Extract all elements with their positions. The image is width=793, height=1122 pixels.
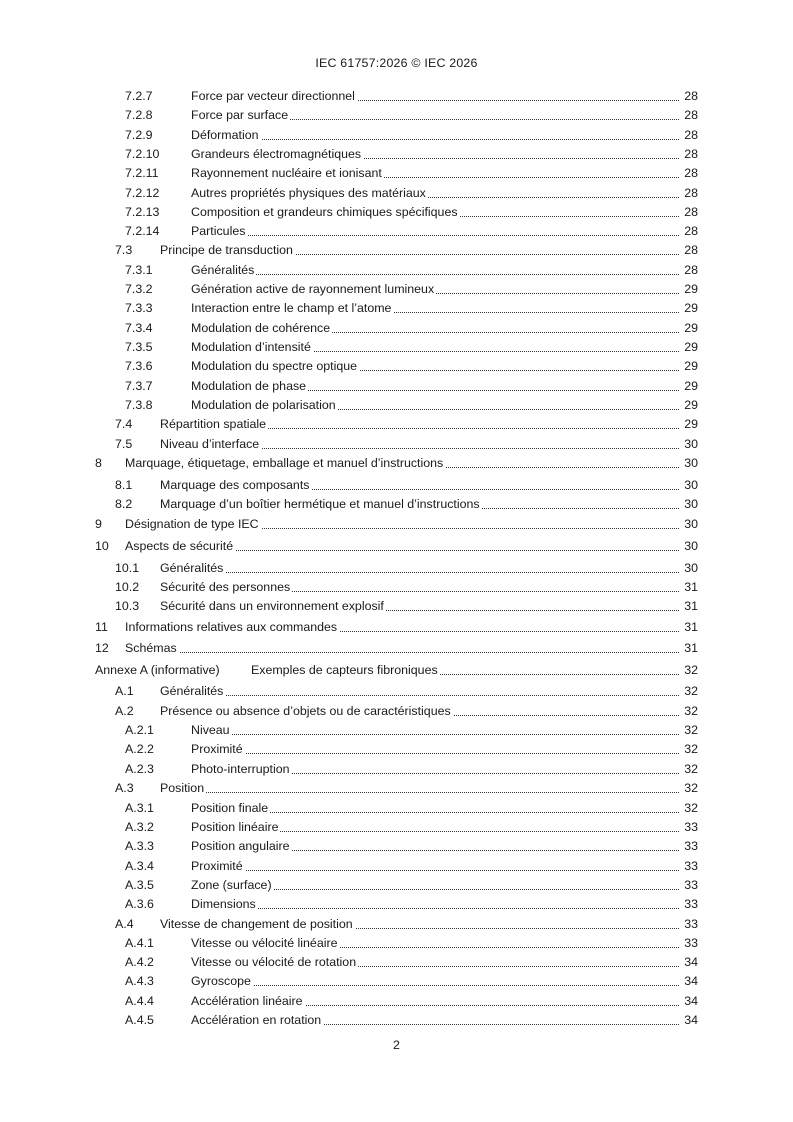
toc-entry-page: 33 <box>684 839 698 853</box>
toc-entry-page: 30 <box>684 497 698 511</box>
toc-entry[interactable] <box>0 703 793 720</box>
toc-entry[interactable] <box>0 916 793 933</box>
toc-entry-page: 33 <box>684 936 698 950</box>
toc-entry-title: Exemples de capteurs fibroniques <box>251 663 438 677</box>
toc-entry-page: 31 <box>684 641 698 655</box>
toc-entry-title: Proximité <box>191 742 243 756</box>
toc-entry-number: Annexe A (informative) <box>95 663 220 677</box>
toc-entry-title: Vitesse de changement de position <box>160 917 353 931</box>
toc-entry-number: 7.3.4 <box>125 321 153 335</box>
toc-entry-number: 7.2.7 <box>125 89 153 103</box>
toc-entry-page: 32 <box>684 663 698 677</box>
toc-entry[interactable] <box>0 560 793 577</box>
toc-leader-dots <box>191 734 679 735</box>
toc-entry-number: 10.2 <box>115 580 140 594</box>
toc-entry-number: 10 <box>95 539 109 553</box>
toc-entry-title: Déformation <box>191 128 259 142</box>
toc-leader-dots <box>160 695 679 696</box>
toc-entry-title: Modulation du spectre optique <box>191 359 358 373</box>
toc-entry-number: 7.2.14 <box>125 224 160 238</box>
toc-entry-page: 28 <box>684 89 698 103</box>
toc-entry-title: Présence ou absence d’objets ou de caractéristiques <box>160 704 451 718</box>
toc-entry[interactable] <box>0 185 793 202</box>
toc-entry-title: Proximité <box>191 859 243 873</box>
toc-entry[interactable] <box>0 339 793 356</box>
toc-entry-number: 10.1 <box>115 561 140 575</box>
toc-entry-title: Autres propriétés physiques des matériaux <box>191 186 426 200</box>
toc-entry[interactable] <box>0 436 793 453</box>
toc-entry-page: 28 <box>684 147 698 161</box>
toc-entry[interactable] <box>0 204 793 221</box>
toc-entry-title: Force par vecteur directionnel <box>191 89 355 103</box>
toc-entry-page: 30 <box>684 561 698 575</box>
toc-entry-page: 28 <box>684 224 698 238</box>
toc-entry-title: Génération active de rayonnement lumineux <box>191 282 435 296</box>
toc-entry-title: Modulation de cohérence <box>191 321 331 335</box>
toc-entry-page: 29 <box>684 340 698 354</box>
toc-entry-page: 34 <box>684 994 698 1008</box>
toc-entry[interactable] <box>0 165 793 182</box>
toc-entry-number: A.3.4 <box>125 859 154 873</box>
toc-entry-page: 31 <box>684 620 698 634</box>
toc-entry[interactable] <box>0 741 793 758</box>
toc-entry[interactable] <box>0 223 793 240</box>
toc-entry-title: Aspects de sécurité <box>125 539 234 553</box>
toc-entry-title: Généralités <box>160 561 224 575</box>
toc-entry-title: Répartition spatiale <box>160 417 267 431</box>
toc-entry-number: 7.2.8 <box>125 108 153 122</box>
toc-entry[interactable] <box>0 722 793 739</box>
toc-entry-number: 7.4 <box>115 417 133 431</box>
toc-entry-title: Sécurité dans un environnement explosif <box>160 599 384 613</box>
toc-entry-title: Informations relatives aux commandes <box>125 620 338 634</box>
toc-entry[interactable] <box>0 146 793 163</box>
toc-leader-dots <box>191 908 679 909</box>
toc-entry-number: A.3.5 <box>125 878 154 892</box>
toc-entry-number: A.4.1 <box>125 936 154 950</box>
toc-entry[interactable] <box>0 516 793 533</box>
toc-entry-page: 34 <box>684 955 698 969</box>
toc-entry[interactable] <box>0 800 793 817</box>
toc-entry-number: A.4.4 <box>125 994 154 1008</box>
toc-entry-page: 28 <box>684 128 698 142</box>
toc-entry-number: A.2.1 <box>125 723 154 737</box>
toc-entry[interactable] <box>0 107 793 124</box>
toc-entry-number: 8.2 <box>115 497 133 511</box>
toc-entry-title: Marquage des composants <box>160 478 310 492</box>
toc-entry-number: 7.2.11 <box>125 166 159 180</box>
toc-entry-title: Marquage, étiquetage, emballage et manuel d’instructions <box>125 456 444 470</box>
toc-entry-page: 33 <box>684 820 698 834</box>
toc-entry-page: 29 <box>684 359 698 373</box>
toc-entry-number: 8 <box>95 456 102 470</box>
toc-entry-page: 29 <box>684 379 698 393</box>
toc-entry[interactable] <box>0 242 793 259</box>
toc-entry-title: Position finale <box>191 801 269 815</box>
toc-entry-title: Modulation de phase <box>191 379 307 393</box>
toc-entry[interactable] <box>0 88 793 105</box>
toc-entry-number: 7.3.7 <box>125 379 153 393</box>
toc-entry-page: 31 <box>684 599 698 613</box>
toc-entry-title: Généralités <box>160 684 224 698</box>
toc-entry-number: 7.2.13 <box>125 205 160 219</box>
toc-entry-number: A.3 <box>115 781 134 795</box>
toc-entry-number: 7.3.8 <box>125 398 153 412</box>
toc-entry-title: Vitesse ou vélocité de rotation <box>191 955 357 969</box>
toc-entry-page: 32 <box>684 801 698 815</box>
toc-entry[interactable] <box>0 300 793 317</box>
toc-entry[interactable] <box>0 761 793 778</box>
toc-entry-page: 28 <box>684 243 698 257</box>
toc-entry-page: 34 <box>684 974 698 988</box>
toc-entry[interactable] <box>0 579 793 596</box>
toc-leader-dots <box>125 652 679 653</box>
toc-entry[interactable] <box>0 877 793 894</box>
toc-entry-number: 10.3 <box>115 599 140 613</box>
toc-entry-number: 12 <box>95 641 109 655</box>
toc-entry-page: 32 <box>684 742 698 756</box>
toc-entry[interactable] <box>0 819 793 836</box>
toc-entry-title: Niveau <box>191 723 230 737</box>
toc-entry-page: 28 <box>684 186 698 200</box>
toc-entry[interactable] <box>0 397 793 414</box>
toc-entry-page: 32 <box>684 723 698 737</box>
toc-entry-number: A.4.2 <box>125 955 154 969</box>
toc-entry-number: 9 <box>95 517 102 531</box>
toc-entry-title: Schémas <box>125 641 177 655</box>
toc-entry-page: 29 <box>684 301 698 315</box>
toc-entry[interactable] <box>0 320 793 337</box>
toc-entry[interactable] <box>0 954 793 971</box>
toc-entry-number: 7.2.12 <box>125 186 160 200</box>
toc-entry[interactable] <box>0 538 793 555</box>
toc-leader-dots <box>191 985 679 986</box>
toc-entry-title: Position angulaire <box>191 839 290 853</box>
toc-entry-title: Marquage d’un boîtier hermétique et manuel d’instructions <box>160 497 480 511</box>
toc-entry-number: 7.3.3 <box>125 301 153 315</box>
toc-leader-dots <box>160 792 679 793</box>
toc-entry-number: 7.3 <box>115 243 133 257</box>
toc-entry[interactable] <box>0 858 793 875</box>
toc-entry-page: 30 <box>684 517 698 531</box>
toc-entry-page: 28 <box>684 166 698 180</box>
toc-entry-title: Position linéaire <box>191 820 279 834</box>
toc-leader-dots <box>191 139 679 140</box>
toc-entry[interactable] <box>0 640 793 657</box>
toc-entry-number: 7.3.1 <box>125 263 153 277</box>
toc-entry-title: Sécurité des personnes <box>160 580 291 594</box>
toc-entry-page: 30 <box>684 539 698 553</box>
toc-entry[interactable] <box>0 416 793 433</box>
toc-entry-title: Dimensions <box>191 897 256 911</box>
toc-entry-number: A.2.2 <box>125 742 154 756</box>
toc-entry-title: Modulation d’intensité <box>191 340 311 354</box>
toc-entry-number: 7.3.5 <box>125 340 153 354</box>
toc-entry-page: 29 <box>684 417 698 431</box>
toc-entry-page: 32 <box>684 684 698 698</box>
toc-entry-title: Niveau d’interface <box>160 437 260 451</box>
toc-entry-page: 29 <box>684 398 698 412</box>
toc-leader-dots <box>191 753 679 754</box>
toc-entry-number: A.4 <box>115 917 134 931</box>
toc-entry[interactable] <box>0 598 793 615</box>
toc-entry[interactable] <box>0 127 793 144</box>
toc-entry-page: 29 <box>684 282 698 296</box>
toc-entry[interactable] <box>0 662 793 679</box>
toc-entry-title: Généralités <box>191 263 255 277</box>
toc-entry-page: 32 <box>684 704 698 718</box>
toc-entry-page: 30 <box>684 437 698 451</box>
toc-entry-page: 28 <box>684 263 698 277</box>
toc-leader-dots <box>191 235 679 236</box>
toc-entry-title: Grandeurs électromagnétiques <box>191 147 362 161</box>
toc-entry-number: A.4.5 <box>125 1013 154 1027</box>
toc-entry-title: Rayonnement nucléaire et ionisant <box>191 166 382 180</box>
toc-entry-title: Accélération linéaire <box>191 994 303 1008</box>
toc-entry-number: A.3.3 <box>125 839 154 853</box>
toc-entry-page: 33 <box>684 897 698 911</box>
toc-entry-title: Composition et grandeurs chimiques spécifiques <box>191 205 458 219</box>
toc-entry-page: 34 <box>684 1013 698 1027</box>
toc-entry-page: 31 <box>684 580 698 594</box>
toc-entry[interactable] <box>0 1012 793 1029</box>
toc-entry-page: 32 <box>684 762 698 776</box>
toc-entry[interactable] <box>0 993 793 1010</box>
toc-entry-number: 7.2.10 <box>125 147 160 161</box>
toc-entry-title: Modulation de polarisation <box>191 398 336 412</box>
toc-entry-number: A.3.1 <box>125 801 154 815</box>
toc-entry-title: Vitesse ou vélocité linéaire <box>191 936 338 950</box>
toc-entry-page: 28 <box>684 108 698 122</box>
toc-entry[interactable] <box>0 281 793 298</box>
toc-entry-title: Zone (surface) <box>191 878 272 892</box>
toc-entry-number: A.2.3 <box>125 762 154 776</box>
toc-entry-number: 11 <box>95 620 108 634</box>
toc-entry-page: 30 <box>684 478 698 492</box>
toc-entry-title: Position <box>160 781 205 795</box>
toc-entry[interactable] <box>0 477 793 494</box>
toc-entry-number: A.4.3 <box>125 974 154 988</box>
toc-entry-number: 8.1 <box>115 478 133 492</box>
toc-entry-number: A.1 <box>115 684 134 698</box>
toc-entry-number: 7.2.9 <box>125 128 153 142</box>
toc-entry[interactable] <box>0 935 793 952</box>
toc-entry[interactable] <box>0 262 793 279</box>
toc-entry[interactable] <box>0 780 793 797</box>
toc-entry-page: 33 <box>684 859 698 873</box>
toc-entry-title: Particules <box>191 224 246 238</box>
toc-entry[interactable] <box>0 896 793 913</box>
toc-entry-number: A.3.2 <box>125 820 154 834</box>
toc-entry-title: Photo-interruption <box>191 762 290 776</box>
toc-leader-dots <box>160 572 679 573</box>
toc-entry[interactable] <box>0 455 793 472</box>
toc-entry[interactable] <box>0 838 793 855</box>
toc-entry[interactable] <box>0 496 793 513</box>
page-header: IEC 61757:2026 © IEC 2026 <box>315 56 478 70</box>
toc-entry-page: 30 <box>684 456 698 470</box>
toc-entry-number: 7.3.6 <box>125 359 153 373</box>
toc-entry-number: A.3.6 <box>125 897 154 911</box>
toc-entry[interactable] <box>0 619 793 636</box>
toc-entry-page: 33 <box>684 917 698 931</box>
toc-entry-title: Interaction entre le champ et l’atome <box>191 301 392 315</box>
toc-entry-title: Désignation de type IEC <box>125 517 259 531</box>
toc-entry-page: 33 <box>684 878 698 892</box>
toc-leader-dots <box>191 274 679 275</box>
toc-entry-number: A.2 <box>115 704 134 718</box>
toc-entry-page: 28 <box>684 205 698 219</box>
toc-entry[interactable] <box>0 973 793 990</box>
toc-entry-title: Principe de transduction <box>160 243 293 257</box>
toc-entry-title: Accélération en rotation <box>191 1013 322 1027</box>
toc-entry-number: 7.3.2 <box>125 282 153 296</box>
toc-entry[interactable] <box>0 683 793 700</box>
toc-entry-page: 29 <box>684 321 698 335</box>
toc-entry[interactable] <box>0 378 793 395</box>
toc-entry[interactable] <box>0 358 793 375</box>
toc-entry-number: 7.5 <box>115 437 133 451</box>
toc-entry-title: Gyroscope <box>191 974 251 988</box>
page-number: 2 <box>393 1038 400 1052</box>
toc-entry-page: 32 <box>684 781 698 795</box>
toc-entry-title: Force par surface <box>191 108 289 122</box>
toc-leader-dots <box>191 870 679 871</box>
